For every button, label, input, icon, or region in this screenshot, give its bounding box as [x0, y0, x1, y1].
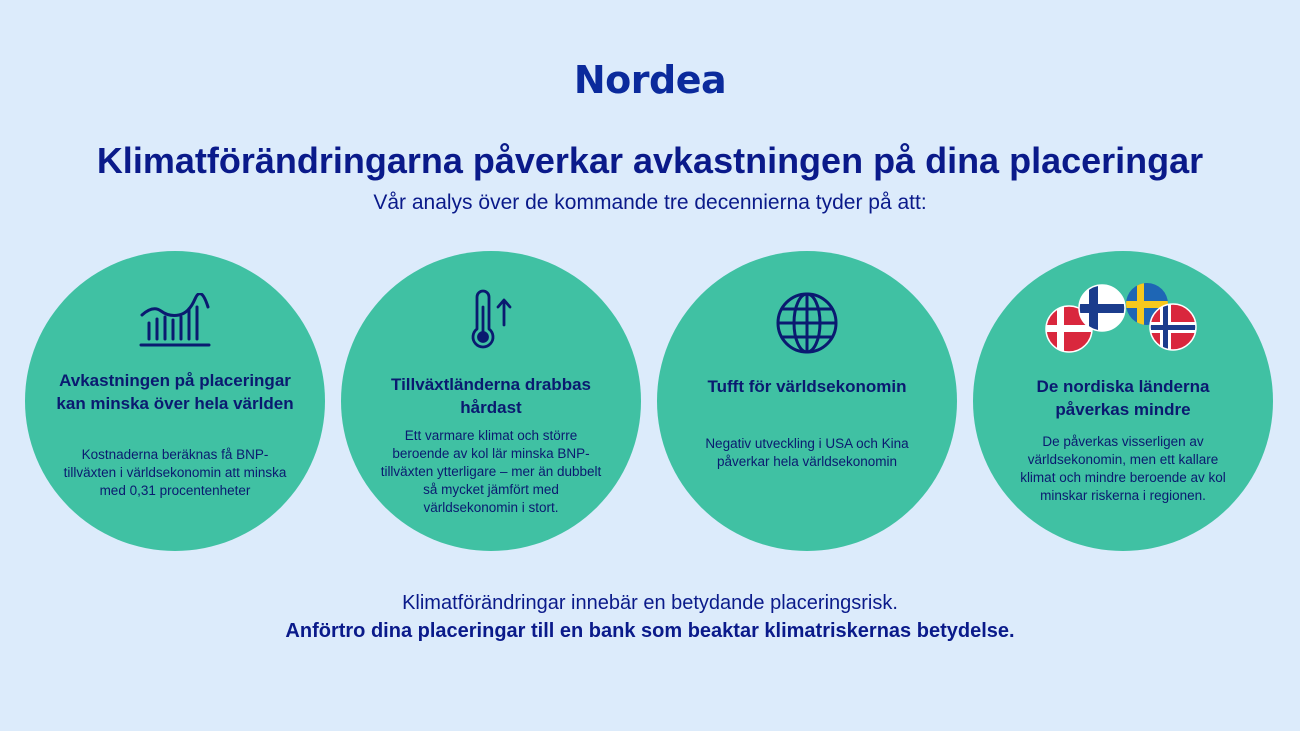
card-global-returns [25, 251, 325, 551]
card-heading: Tillväxtländerna drabbas hårdast [391, 375, 591, 417]
card-body: Negativ utveckling i USA och Kina påverkar hela världsekonomin [705, 436, 909, 469]
card-heading: Avkastningen på placeringar kan minska över hela världen [56, 371, 294, 413]
card-world-economy [657, 251, 957, 551]
footer-statement: Klimatförändringar innebär en betydande placeringsrisk. [402, 592, 898, 614]
card-body: Kostnaderna beräknas få BNP-tillväxten i världsekonomin att minska med 0,31 procentenheter [63, 447, 287, 498]
nordea-logo: Nordea [573, 58, 727, 102]
card-emerging-markets [341, 251, 641, 551]
globe-icon [657, 291, 957, 355]
footer-call-to-action: Anförtro dina placeringar till en bank som beaktar klimatriskernas betydelse. [285, 620, 1015, 642]
card-heading: De nordiska länderna påverkas mindre [1036, 377, 1210, 419]
card-body: De påverkas visserligen av världsekonomin, men ett kallare klimat och mindre beroende av kol minskar riskerna i regionen. [1020, 434, 1226, 503]
card-body: Ett varmare klimat och större beroende av kol lär minska BNP-tillväxten ytterligare – mer än dubbelt så mycket jämfört med världsekonomin i stort. [380, 428, 602, 515]
card-heading: Tufft för världsekonomin [707, 377, 907, 396]
card-nordic-countries [973, 251, 1273, 551]
line-chart-icon [25, 293, 325, 349]
page-title: Klimatförändringarna påverkar avkastningen på dina placeringar [96, 140, 1204, 181]
page-subtitle: Vår analys över de kommande tre decennierna tyder på att: [373, 191, 927, 214]
thermometer-up-icon [341, 289, 641, 353]
nordic-flags-icon [973, 277, 1273, 357]
